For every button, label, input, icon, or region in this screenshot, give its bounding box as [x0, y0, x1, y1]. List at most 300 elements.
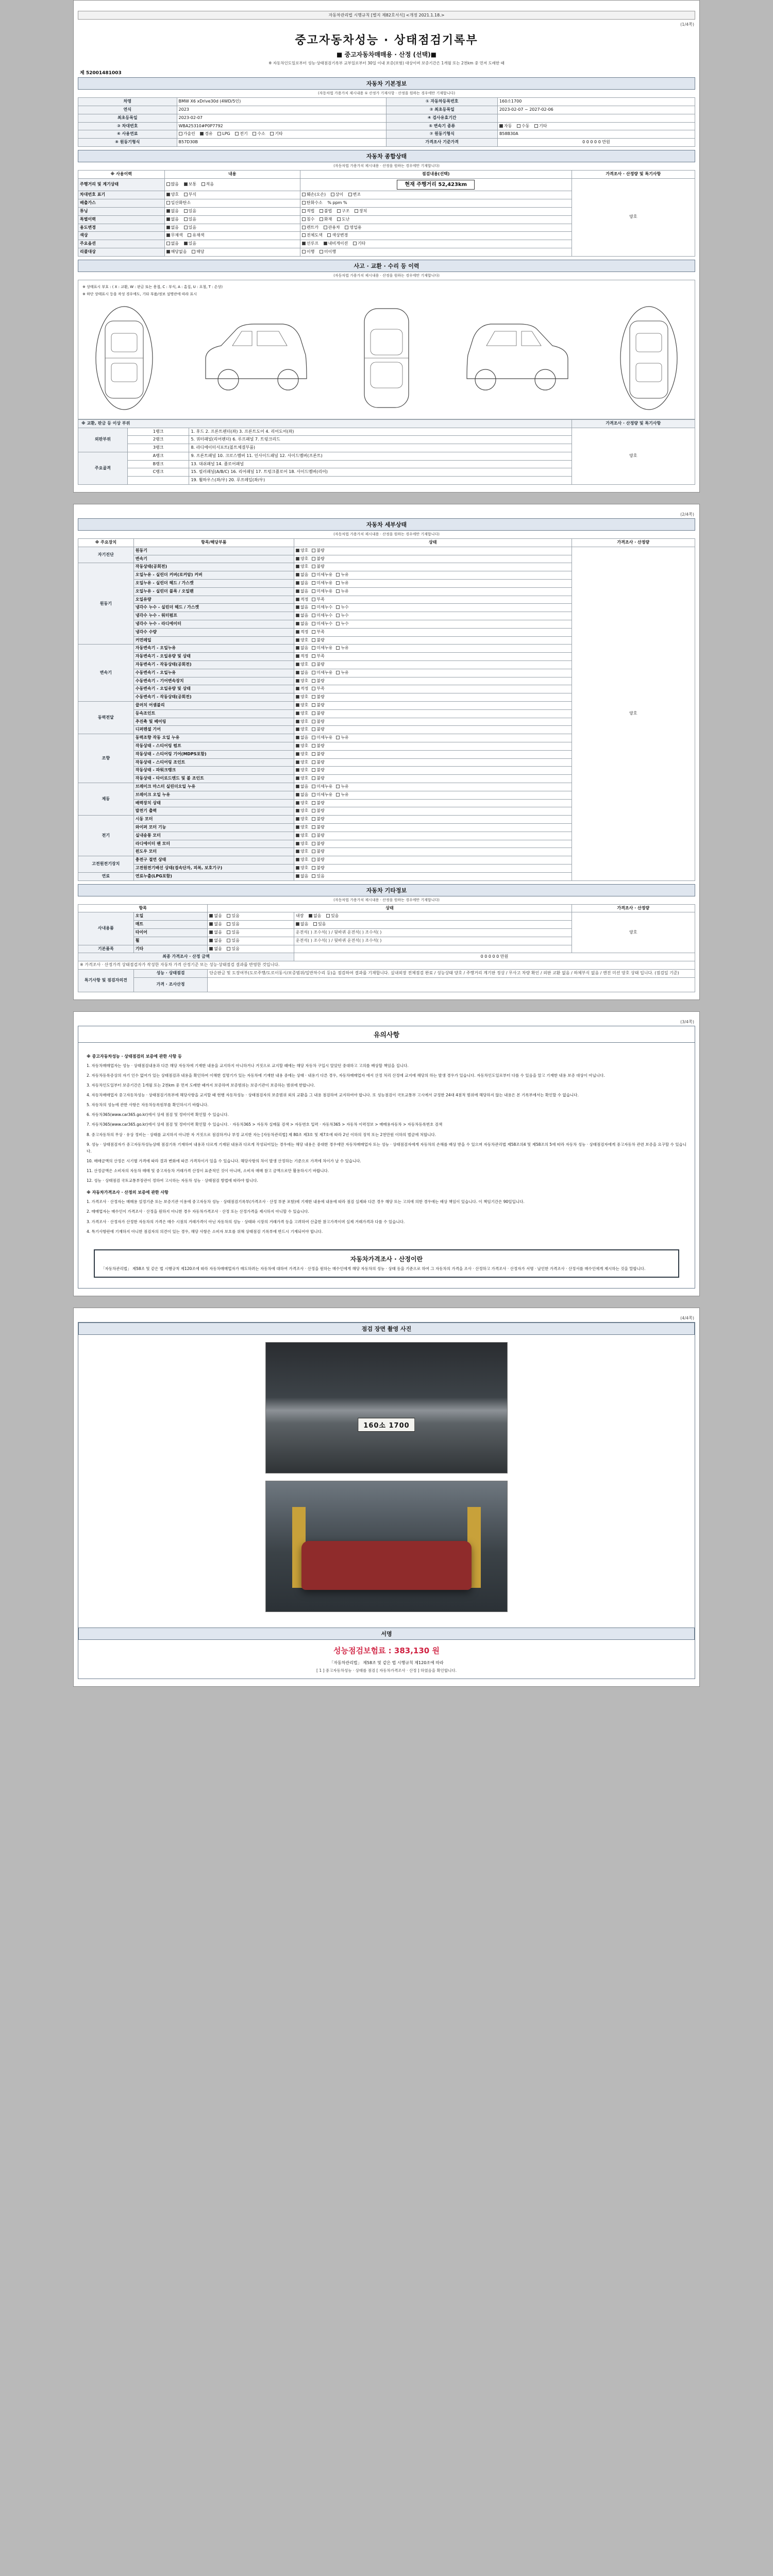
fuel-options[interactable]: 가솔린 경유 LPG 전기 수소 기타 [177, 130, 386, 139]
checkbox-legal[interactable] [302, 209, 306, 213]
checkbox-option[interactable] [312, 752, 315, 756]
detail-part-label: 오일누유 - 실린더 블록 / 오일팬 [133, 587, 294, 596]
checkbox-oil-none[interactable] [209, 914, 213, 918]
checkbox-selected[interactable] [296, 557, 299, 561]
checkbox-mat2-yes[interactable] [313, 922, 317, 926]
checkbox-option-none[interactable] [166, 242, 170, 245]
overall-row-name: 튜닝 [78, 207, 165, 215]
checkbox-recall-done[interactable] [302, 250, 306, 253]
detail-state-options[interactable]: 양호 불량 [294, 636, 572, 645]
checkbox-selected[interactable] [296, 834, 299, 837]
checkbox-oil-yes[interactable] [227, 914, 230, 918]
checkbox-option[interactable] [312, 671, 315, 674]
checkbox-selected[interactable] [296, 679, 299, 683]
checkbox-selected[interactable] [296, 817, 299, 821]
detail-part-label: 실내송풍 모터 [133, 832, 294, 840]
checkbox-gov[interactable] [324, 226, 327, 229]
detail-part-label: 클러치 어셈블리 [133, 702, 294, 710]
other-item-options[interactable]: 없음 있음 [208, 928, 294, 937]
other-item-options[interactable]: 없음 있음 [208, 912, 294, 921]
checkbox-option[interactable] [336, 671, 340, 674]
checkbox-selected[interactable] [296, 605, 299, 609]
checkbox-interior-yes[interactable] [326, 914, 330, 918]
detail-col-header: 상태 [294, 539, 572, 547]
checkbox-mat-yes[interactable] [227, 922, 230, 926]
checkbox-many[interactable] [166, 182, 170, 186]
checkbox-etc-yes[interactable] [227, 947, 230, 951]
table-row [78, 428, 695, 436]
checkbox-option[interactable] [312, 744, 315, 748]
legend-item: 4. 리어도어(좌) [265, 429, 294, 434]
checkbox-selected[interactable] [296, 809, 299, 812]
checkbox-selected[interactable] [296, 630, 299, 634]
basic-value: 2023-02-07 ~ 2027-02-06 [497, 106, 695, 114]
other-item-detail[interactable]: 내장 없음 있음 [294, 912, 572, 921]
detail-state-options[interactable]: 없음 미세누유 누유 [294, 791, 572, 799]
detail-state-options[interactable]: 양호 불량 [294, 840, 572, 848]
checkbox-option[interactable] [312, 825, 315, 829]
detail-part-label: 자동변속기 - 오일유량 및 상태 [133, 653, 294, 661]
checkbox-option[interactable] [312, 695, 315, 699]
checkbox-option[interactable] [312, 874, 315, 878]
checkbox-option[interactable] [312, 589, 315, 593]
checkbox-option[interactable] [312, 630, 315, 634]
checkbox-wheel-yes[interactable] [227, 939, 230, 942]
checkbox-option[interactable] [312, 801, 315, 805]
checkbox-selected[interactable] [296, 573, 299, 577]
basic-label: ② 최초등록일 [386, 106, 497, 114]
checkbox-recall-yes[interactable] [192, 250, 195, 253]
footer-legal-1: 「자동차관리법」 제58조 및 같은 법 시행규칙 제120조에 따라 [329, 1660, 444, 1665]
basic-value: BMW X6 xDrive30d (4WD/5인) [177, 98, 386, 106]
overall-row-detail[interactable]: 선루프 내비게이션 기타 [300, 240, 572, 248]
checkbox-selected[interactable] [296, 622, 299, 625]
checkbox-option[interactable] [312, 711, 315, 715]
checkbox-selected[interactable] [296, 581, 299, 585]
checkbox-selected[interactable] [296, 842, 299, 845]
detail-state-options[interactable]: 양호 불량 [294, 856, 572, 865]
checkbox-option[interactable] [312, 858, 315, 861]
detail-state-options[interactable]: 양호 불량 [294, 807, 572, 816]
overall-col-header: ※ 사용이력 [78, 171, 165, 179]
checkbox-option-yes[interactable] [184, 242, 188, 245]
other-item-detail[interactable]: 없음 있음 [294, 921, 572, 929]
checkbox-option[interactable] [312, 793, 315, 796]
checkbox-repaint-all[interactable] [302, 233, 306, 237]
detail-state-options[interactable]: 양호 불량 [294, 726, 572, 734]
table-row [78, 139, 695, 147]
checkbox-auto[interactable] [499, 124, 503, 128]
detail-state-options[interactable]: 양호 불량 [294, 563, 572, 571]
detail-group-name: 연료 [78, 872, 134, 880]
overall-row-options[interactable]: 없음 있음 [164, 207, 300, 215]
other-category: 기본품목 [78, 945, 134, 953]
checkbox-device[interactable] [355, 209, 358, 213]
detail-part-label: 윈도우 모터 [133, 848, 294, 856]
detail-state-options[interactable]: 적정 부족 [294, 653, 572, 661]
basic-label: ⑥ 사용연료 [78, 130, 177, 139]
page-subtitle: ■ 중고자동차매매용 · 산정 (선택)■ [336, 51, 437, 58]
checkbox-corrosion[interactable] [184, 193, 188, 196]
legend-item: 2. 프론트펜더(좌) [205, 429, 238, 434]
detail-state-options[interactable]: 없음 미세누수 누수 [294, 620, 572, 629]
legend-item: 1. 후드 [191, 429, 205, 434]
car-left-side-view-icon [196, 301, 315, 415]
other-item-options[interactable]: 없음 있음 [208, 945, 294, 953]
checkbox-chromatic[interactable] [188, 233, 191, 237]
other-item-options[interactable]: 없음 있음 [208, 921, 294, 929]
overall-row-detail[interactable]: 침수 화재 도난 [300, 215, 572, 224]
checkbox-option[interactable] [312, 654, 315, 658]
detail-state-options[interactable]: 없음 미세누유 누유 [294, 734, 572, 742]
checkbox-selected[interactable] [296, 768, 299, 772]
checkbox-illegal[interactable] [320, 209, 323, 213]
checkbox-tire-yes[interactable] [227, 930, 230, 934]
overall-row-options[interactable]: 무채색 유채색 [164, 232, 300, 240]
checkbox-selected[interactable] [296, 711, 299, 715]
checkbox-history-yes[interactable] [184, 217, 188, 221]
checkbox-option[interactable] [336, 614, 340, 617]
table-row [78, 969, 695, 977]
detail-state-options[interactable]: 없음 미세누수 누수 [294, 604, 572, 612]
checkbox-selected[interactable] [296, 565, 299, 568]
checkbox-option[interactable] [336, 785, 340, 788]
checkbox-theft[interactable] [337, 217, 341, 221]
overall-state-table [78, 170, 695, 257]
detail-group-name: 조향 [78, 734, 134, 783]
checkbox-sunroof[interactable] [302, 242, 306, 245]
other-item-options[interactable]: 없음 있음 [208, 937, 294, 945]
checkbox-selected[interactable] [296, 638, 299, 642]
checkbox-flood[interactable] [302, 217, 306, 221]
checkbox-option[interactable] [336, 793, 340, 796]
basic-label: ① 자동차등록번호 [386, 98, 497, 106]
legend-items [189, 468, 572, 477]
checkbox-option[interactable] [312, 646, 315, 650]
checkbox-option[interactable] [312, 614, 315, 617]
checkbox-option[interactable] [312, 622, 315, 625]
checkbox-option[interactable] [312, 768, 315, 772]
checkbox-option[interactable] [312, 817, 315, 821]
checkbox-mat-none[interactable] [209, 922, 213, 926]
detail-part-label: 와이퍼 모터 기능 [133, 823, 294, 832]
detail-state-options[interactable]: 양호 불량 [294, 758, 572, 767]
legend-level: 3랭크 [127, 444, 189, 452]
detail-part-label: 수동변속기 - 기어변속장치 [133, 677, 294, 685]
checkbox-option[interactable] [336, 605, 340, 609]
checkbox-rental[interactable] [302, 226, 306, 229]
detail-state-options[interactable]: 양호 불량 [294, 848, 572, 856]
checkbox-option[interactable] [312, 720, 315, 723]
checkbox-selected[interactable] [296, 760, 299, 764]
checkbox-option[interactable] [336, 581, 340, 585]
checkbox-selected[interactable] [296, 727, 299, 731]
checkbox-damage[interactable] [302, 193, 306, 196]
detail-state-options[interactable]: 없음 미세누유 누유 [294, 783, 572, 791]
checkbox-history-none[interactable] [166, 217, 170, 221]
checkbox-selected[interactable] [296, 663, 299, 666]
overall-row-detail[interactable]: 전체도색 색상변경 [300, 232, 572, 240]
special-row-value: 단순판금 및 도장여부(도로주행/도로이동시/보증범위/일반차수리 등)을 점검하여 결과를 기재합니다. 실내외장 전체점검 완료 / 성능상태 양호 / 주행거리 계기판 정상 / 무사고 차량 확인 / 외판 교환 없음 / 하체부식 없음 / 엔진 미션 양호 상태 입니다. (점검일 기준) [208, 969, 695, 977]
checkbox-selected[interactable] [296, 744, 299, 748]
overall-row-detail[interactable]: 적법 불법 구조 장치 [300, 207, 572, 215]
detail-state-options[interactable]: 양호 불량 [294, 816, 572, 824]
legend-item: 17. 트렁크플로어 [256, 469, 288, 474]
checkbox-tuning-none[interactable] [166, 209, 170, 213]
checkbox-good[interactable] [166, 193, 170, 196]
checkbox-selected[interactable] [296, 671, 299, 674]
checkbox-structure[interactable] [337, 209, 341, 213]
detail-state-options[interactable]: 양호 불량 [294, 718, 572, 726]
checkbox-option[interactable] [336, 736, 340, 739]
checkbox-option[interactable] [312, 687, 315, 690]
detail-state-options[interactable]: 양호 불량 [294, 750, 572, 758]
detail-state-options[interactable]: 없음 미세누유 누유 [294, 571, 572, 580]
detail-state-options[interactable]: 양호 불량 [294, 709, 572, 718]
checkbox-option[interactable] [312, 549, 315, 552]
checkbox-few[interactable] [201, 182, 205, 186]
transmission-options[interactable]: 자동 수동 기타 [497, 122, 695, 130]
checkbox-hc[interactable] [302, 201, 306, 205]
checkbox-altered[interactable] [348, 193, 352, 196]
checkbox-selected[interactable] [296, 785, 299, 788]
checkbox-business[interactable] [345, 226, 348, 229]
checkbox-co[interactable] [166, 201, 170, 205]
checkbox-usechange-none[interactable] [166, 226, 170, 229]
checkbox-ev[interactable] [235, 132, 239, 135]
detail-state-options[interactable]: 양호 불량 [294, 661, 572, 669]
detail-part-label: 자동변속기 - 작동상태(공회전) [133, 661, 294, 669]
checkbox-selected[interactable] [296, 866, 299, 870]
checkbox-selected[interactable] [296, 850, 299, 853]
checkbox-option[interactable] [336, 589, 340, 593]
checkbox-option[interactable] [312, 842, 315, 845]
form-legal-note: 자동차관리법 시행규칙 [별지 제82호서식] <개정 2021.1.18.> [78, 11, 695, 20]
notice-item: 8. 중고자동차의 무상 · 유상 정비는 · 상태를 교지하지 아니한 자 거짓으로 점검하거나 부정 교지한 자는 [자동차관리법] 제 80조 제3호 및 제7호에 따라 2년 이하의 징역 또는 2천만원 이하의 벌금에 처합니다. [87, 1132, 436, 1137]
page-4 [73, 1308, 700, 1687]
legend-item: 19. 휠하우스(좌/우) [191, 478, 228, 483]
notice-item: 1. 자동차매매업자는 성능 · 상태점검내용과 다른 해당 자동차에 기재한 내용을 교지하지 아니하거나 거짓으로 교지할 때에는 해당 자동차 구입시 알았던 중대하고 고의를 배상할 책임을 집니다. [87, 1063, 409, 1068]
detail-state-options[interactable]: 양호 불량 [294, 823, 572, 832]
detail-state-options[interactable]: 양호 불량 [294, 555, 572, 563]
special-row-label: 가격 · 조사산정 [133, 977, 208, 992]
checkbox-different[interactable] [331, 193, 334, 196]
checkbox-selected[interactable] [296, 687, 299, 690]
checkbox-fire[interactable] [320, 217, 323, 221]
detail-part-label: 변속기 [133, 555, 294, 563]
legend-item: 15. 필러패널(A/B/C) [191, 469, 229, 474]
checkbox-selected[interactable] [296, 703, 299, 707]
page-1 [73, 0, 700, 493]
detail-state-options[interactable]: 없음 미세누유 누유 [294, 669, 572, 677]
overall-row-name: 차대번호 표기 [78, 191, 165, 199]
checkbox-selected[interactable] [296, 646, 299, 650]
checkbox-option[interactable] [312, 605, 315, 609]
checkbox-normal[interactable] [184, 182, 188, 186]
checkbox-option[interactable] [312, 679, 315, 683]
checkbox-selected[interactable] [296, 549, 299, 552]
other-item-label: 오일 [133, 912, 208, 921]
section-overall-note: (자동차법 가용가치 제시내용 · 산정을 원하는 경우에만 기재합니다) [333, 164, 440, 168]
checkbox-option[interactable] [312, 663, 315, 666]
detail-state-options[interactable]: 양호 불량 [294, 864, 572, 872]
basic-label: 연식 [78, 106, 177, 114]
checkbox-gasoline[interactable] [179, 132, 182, 135]
checkbox-option[interactable] [312, 573, 315, 577]
checkbox-selected[interactable] [296, 654, 299, 658]
detail-state-options[interactable]: 양호 불량 [294, 677, 572, 685]
checkbox-selected[interactable] [296, 874, 299, 878]
checkbox-diesel[interactable] [200, 132, 204, 135]
checkbox-option[interactable] [312, 565, 315, 568]
checkbox-color-change[interactable] [327, 233, 331, 237]
checkbox-etc-none[interactable] [209, 947, 213, 951]
detail-part-label: 수동변속기 - 오일유량 및 상태 [133, 685, 294, 693]
checkbox-etc[interactable] [534, 124, 538, 128]
checkbox-recall-notdone[interactable] [320, 250, 323, 253]
checkbox-option[interactable] [312, 581, 315, 585]
detail-state-options[interactable]: 양호 불량 [294, 832, 572, 840]
legend-item: 8. 라디에이터서포트(볼트체결부품) [191, 445, 256, 450]
table-row [78, 122, 695, 130]
checkbox-selected[interactable] [296, 858, 299, 861]
checkbox-option[interactable] [312, 760, 315, 764]
overall-row-options[interactable]: 일산화탄소 [164, 199, 300, 208]
overall-row-options[interactable]: 없음 있음 [164, 224, 300, 232]
detail-group-name: 제동 [78, 783, 134, 815]
checkbox-option[interactable] [312, 776, 315, 780]
checkbox-lpg[interactable] [217, 132, 221, 135]
checkbox-interior-none[interactable] [309, 914, 312, 918]
detail-state-options[interactable]: 없음 미세누유 누유 [294, 645, 572, 653]
detail-state-options[interactable]: 없음 미세누수 누수 [294, 612, 572, 620]
detail-state-options[interactable]: 양호 불량 [294, 547, 572, 555]
basic-value: B58B30A [497, 130, 695, 139]
notice-body [78, 1043, 695, 1243]
overall-row-options[interactable]: 없음 있음 [164, 215, 300, 224]
detail-state-options[interactable]: 없음 있음 [294, 872, 572, 880]
checkbox-option[interactable] [312, 703, 315, 707]
checkbox-option[interactable] [336, 573, 340, 577]
checkbox-option[interactable] [312, 866, 315, 870]
other-info-table [78, 904, 695, 992]
checkbox-tuning-yes[interactable] [184, 209, 188, 213]
detail-group-name: 원동기 [78, 563, 134, 645]
mileage-value: 현재 주행거리 52,423km [397, 180, 475, 190]
page-2 [73, 504, 700, 1000]
checkbox-option[interactable] [336, 646, 340, 650]
basic-value: 160소1700 [497, 98, 695, 106]
checkbox-fuel-etc[interactable] [270, 132, 274, 135]
checkbox-recall-na[interactable] [166, 250, 170, 253]
section-accident-title: 사고 · 교환 · 수리 등 이력 [78, 260, 695, 272]
legend-item: 9. 프론트패널 [191, 453, 216, 458]
checkbox-mat2-none[interactable] [296, 922, 299, 926]
detail-part-label: 등속조인트 [133, 709, 294, 718]
detail-part-label: 수동변속기 - 작동상태(공회전) [133, 693, 294, 702]
checkbox-tire-none[interactable] [209, 930, 213, 934]
detail-state-options[interactable]: 양호 불량 [294, 742, 572, 751]
detail-part-label: 작동상태 - 파워크랭크 [133, 767, 294, 775]
table-row [78, 419, 695, 428]
checkbox-navigation[interactable] [324, 242, 327, 245]
checkbox-option[interactable] [312, 638, 315, 642]
overall-row-options[interactable]: 많음 보통 적음 [164, 178, 300, 191]
detail-state-options[interactable]: 적정 부족 [294, 628, 572, 636]
emission-values: % ppm % [327, 200, 347, 206]
detail-state-options[interactable]: 양호 불량 [294, 702, 572, 710]
checkbox-option[interactable] [312, 850, 315, 853]
checkbox-option[interactable] [312, 557, 315, 561]
detail-part-label: 오일유량 [133, 596, 294, 604]
detail-state-options[interactable]: 없음 미세누유 누유 [294, 580, 572, 588]
checkbox-selected[interactable] [296, 776, 299, 780]
checkbox-achromatic[interactable] [166, 233, 170, 237]
checkbox-option[interactable] [312, 785, 315, 788]
diagram-note-1: ※ 상태표시 부호 : ( X : 교환, W : 판금 또는 용접, C : 부식, A : 흠집, U : 요철, T : 손상) [82, 284, 223, 289]
legend-level: 2랭크 [127, 436, 189, 444]
checkbox-usechange-yes[interactable] [184, 226, 188, 229]
checkbox-selected[interactable] [296, 752, 299, 756]
checkbox-selected[interactable] [296, 801, 299, 805]
checkbox-wheel-none[interactable] [209, 939, 213, 942]
detail-part-label: 냉각수 누수 - 워터펌프 [133, 612, 294, 620]
checkbox-selected[interactable] [296, 614, 299, 617]
checkbox-option[interactable] [312, 727, 315, 731]
overall-row-options[interactable]: 해당없음 해당 [164, 248, 300, 256]
detail-state-options[interactable]: 적정 부족 [294, 685, 572, 693]
checkbox-hydrogen[interactable] [253, 132, 256, 135]
detail-state-options[interactable]: 없음 미세누유 누유 [294, 587, 572, 596]
checkbox-manual[interactable] [517, 124, 520, 128]
checkbox-option[interactable] [336, 622, 340, 625]
overall-row-options[interactable]: 없음 있음 [164, 240, 300, 248]
checkbox-option[interactable] [312, 598, 315, 601]
overall-row-options[interactable]: 양호 부식 [164, 191, 300, 199]
overall-row-name: 리콜대상 [78, 248, 165, 256]
checkbox-selected[interactable] [296, 793, 299, 796]
checkbox-selected[interactable] [296, 598, 299, 601]
overall-row-detail[interactable]: 렌트카 관용차 영업용 [300, 224, 572, 232]
checkbox-selected[interactable] [296, 736, 299, 739]
detail-part-label: 작동상태(공회전) [133, 563, 294, 571]
checkbox-selected[interactable] [296, 720, 299, 723]
definition-box-title: 자동차가격조사 · 산정이란 [350, 1255, 423, 1263]
detail-part-label: 디퍼렌셜 기어 [133, 726, 294, 734]
detail-state-options[interactable]: 적정 부족 [294, 596, 572, 604]
checkbox-option-etc[interactable] [353, 242, 357, 245]
overall-row-detail[interactable]: 훼손(오손) 상이 변조 [300, 191, 572, 199]
detail-state-options[interactable]: 양호 불량 [294, 693, 572, 702]
other-col-header: 가격조사 · 산정량 [572, 904, 695, 912]
checkbox-selected[interactable] [296, 695, 299, 699]
checkbox-option[interactable] [312, 809, 315, 812]
overall-row-detail [300, 178, 572, 191]
overall-row-detail[interactable]: 이행 미이행 [300, 248, 572, 256]
detail-part-label: 원동기 [133, 547, 294, 555]
checkbox-selected[interactable] [296, 589, 299, 593]
legend-item: 18. 사이드멤버(리어) [289, 469, 328, 474]
detail-state-options[interactable]: 양호 불량 [294, 775, 572, 783]
checkbox-selected[interactable] [296, 825, 299, 829]
detail-state-options[interactable]: 양호 불량 [294, 799, 572, 807]
legend-item: 7. 트렁크리드 [255, 437, 280, 442]
detail-state-options[interactable]: 양호 불량 [294, 767, 572, 775]
detail-part-label: 오일누유 - 실린더 커버(로커암) 커버 [133, 571, 294, 580]
checkbox-option[interactable] [312, 736, 315, 739]
overall-row-name: 색상 [78, 232, 165, 240]
checkbox-option[interactable] [312, 834, 315, 837]
